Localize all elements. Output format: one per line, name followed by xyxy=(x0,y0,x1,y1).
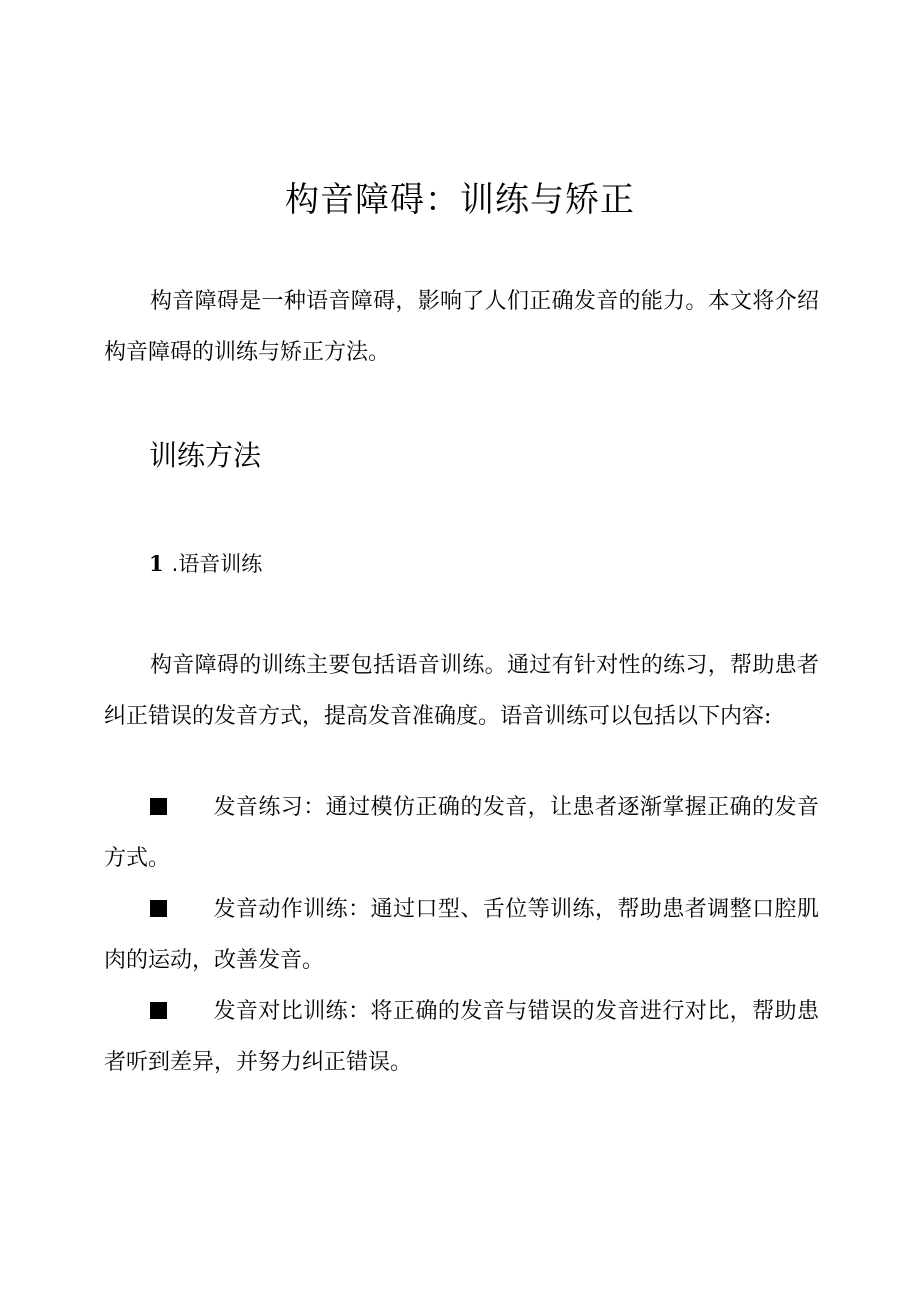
document-title: 构音障碍：训练与矫正 xyxy=(285,180,635,220)
intro-paragraph: 构音障碍是一种语音障碍，影响了人们正确发音的能力。本文将介绍构音障碍的训练与矫正方法。 xyxy=(104,289,819,365)
list-item-text: 发音对比训练：将正确的发音与错误的发音进行对比，帮助患者听到差异，并努力纠正错误。 xyxy=(104,999,819,1075)
subsection-number: 1 xyxy=(149,551,164,576)
body-paragraph: 构音障碍的训练主要包括语音训练。通过有针对性的练习，帮助患者纠正错误的发音方式，提高发音准确度。语音训练可以包括以下内容: xyxy=(104,653,819,729)
list-item-text: 发音练习：通过模仿正确的发音，让患者逐渐掌握正确的发音方式。 xyxy=(104,795,819,871)
list-item-text: 发音动作训练：通过口型、舌位等训练，帮助患者调整口腔肌肉的运动，改善发音。 xyxy=(104,897,819,973)
subsection-label: .语音训练 xyxy=(171,552,263,576)
subsection-heading xyxy=(149,548,262,580)
square-bullet-icon xyxy=(150,900,167,917)
list-item xyxy=(104,986,819,1088)
list-item xyxy=(104,782,819,884)
list-item xyxy=(104,884,819,986)
bullet-list xyxy=(104,782,819,1088)
square-bullet-icon xyxy=(150,798,167,815)
square-bullet-icon xyxy=(150,1002,167,1019)
section-heading: 训练方法 xyxy=(149,439,262,472)
